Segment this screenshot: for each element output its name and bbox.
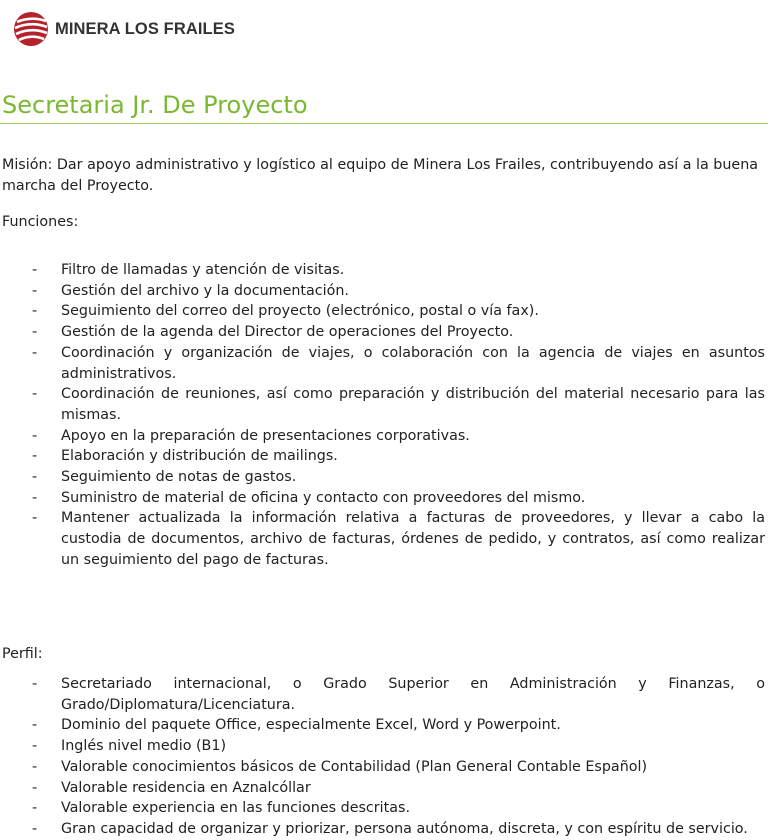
list-item: - Valorable experiencia en las funciones descritas.: [0, 798, 765, 819]
logo-text: MINERA LOS FRAILES: [55, 19, 235, 38]
perfil-heading: Perfil:: [2, 646, 43, 662]
list-item: - Seguimiento de notas de gastos.: [0, 467, 765, 488]
list-item: - Coordinación y organización de viajes, o colaboración con la agencia de viajes en asuntos administrativos.: [0, 343, 765, 384]
list-item: - Dominio del paquete Office, especialmente Excel, Word y Powerpoint.: [0, 715, 765, 736]
list-item: - Apoyo en la preparación de presentaciones corporativas.: [0, 426, 765, 447]
list-item: - Gestión de la agenda del Director de operaciones del Proyecto.: [0, 322, 765, 343]
perfil-list: [0, 674, 765, 840]
list-item: - Elaboración y distribución de mailings.: [0, 446, 765, 467]
list-item: - Mantener actualizada la información relativa a facturas de proveedores, y llevar a cabo la custodia de documentos, archivo de facturas, órdenes de pedido, y contratos, así como realizar un seguimiento del pago de facturas.: [0, 508, 765, 570]
list-item: - Valorable conocimientos básicos de Contabilidad (Plan General Contable Español): [0, 757, 765, 778]
list-item: - Valorable residencia en Aznalcóllar: [0, 778, 765, 799]
list-item: - Seguimiento del correo del proyecto (electrónico, postal o vía fax).: [0, 301, 765, 322]
list-item: - Suministro de material de oficina y contacto con proveedores del mismo.: [0, 488, 765, 509]
company-logo: [13, 10, 235, 48]
funciones-heading: Funciones:: [2, 214, 79, 230]
page-title: Secretaria Jr. De Proyecto: [2, 91, 308, 119]
title-divider: [0, 123, 768, 124]
mission-text: Misión: Dar apoyo administrativo y logístico al equipo de Minera Los Frailes, contribuyendo así a la buena marcha del Proyecto.: [2, 157, 759, 194]
funciones-list: [0, 260, 765, 571]
list-item: - Secretariado internacional, o Grado Superior en Administración y Finanzas, o Grado/Diplomatura/Licenciatura.: [0, 674, 765, 715]
minera-los-frailes-logo-icon: [13, 11, 49, 47]
list-item: - Coordinación de reuniones, así como preparación y distribución del material necesario para las mismas.: [0, 384, 765, 425]
list-item: - Gestión del archivo y la documentación.: [0, 281, 765, 302]
list-item: - Gran capacidad de organizar y priorizar, persona autónoma, discreta, y con espíritu de servicio.: [0, 819, 765, 840]
list-item: - Inglés nivel medio (B1): [0, 736, 765, 757]
list-item: - Filtro de llamadas y atención de visitas.: [0, 260, 765, 281]
